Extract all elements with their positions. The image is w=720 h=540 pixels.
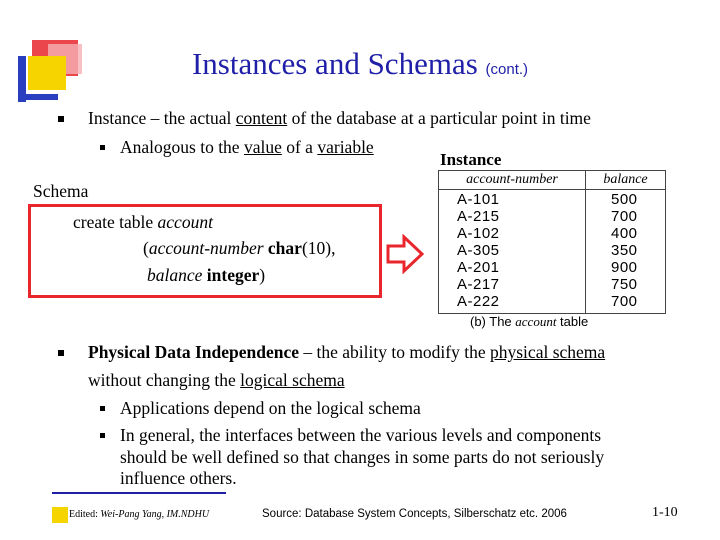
sub-bullet-marker: [100, 433, 105, 438]
bold-term: Physical Data Independence: [88, 342, 299, 362]
table-header-account-number: account-number: [439, 171, 586, 190]
cell-account: A-217: [457, 276, 500, 293]
bullet-text: Instance – the actual: [88, 108, 236, 128]
caption-text: (b) The: [470, 314, 516, 329]
identifier: account: [157, 212, 213, 232]
cell-balance: 350: [611, 242, 638, 259]
cell-balance: 900: [611, 259, 638, 276]
title-cont: (cont.): [485, 61, 529, 78]
cell-account: A-215: [457, 208, 500, 225]
sub-bullet-interfaces-3: influence others.: [120, 468, 237, 488]
keyword: create table: [73, 212, 158, 232]
instance-label: Instance: [440, 150, 502, 169]
identifier: account-number: [148, 238, 264, 258]
bullet-text: without changing the: [88, 370, 241, 390]
punctuation: (10),: [301, 238, 336, 258]
underlined-term: physical schema: [490, 342, 606, 362]
arrow-icon: [386, 234, 426, 274]
sub-bullet-interfaces-1: In general, the interfaces between the various levels and components: [120, 425, 602, 445]
sub-bullet-marker: [100, 406, 105, 411]
cell-balance: 400: [611, 225, 638, 242]
punctuation: ): [259, 265, 266, 285]
table-caption: [470, 314, 588, 330]
footer-source: Source: Database System Concepts, Silberschatz etc. 2006: [262, 508, 567, 520]
keyword: integer: [202, 265, 260, 285]
table-header-balance: balance: [586, 171, 665, 190]
underlined-term: logical schema: [240, 370, 345, 390]
slide-title: [0, 46, 720, 82]
cell-account: A-305: [457, 242, 500, 259]
punctuation: (: [143, 238, 149, 258]
footer-edited: [69, 509, 209, 520]
bullet-text: – the ability to modify the: [298, 342, 490, 362]
sub-bullet-marker: [100, 145, 105, 150]
schema-line-3: [147, 264, 265, 286]
bullet-text: Analogous to the: [120, 137, 244, 157]
underlined-term: content: [235, 108, 288, 128]
account-table: [438, 170, 666, 314]
underlined-term: value: [243, 137, 282, 157]
cell-balance: 750: [611, 276, 638, 293]
cell-account: A-101: [457, 191, 500, 208]
caption-italic: account: [515, 314, 557, 329]
footer-yellow-mark: [52, 507, 68, 523]
bullet-marker: [58, 116, 64, 122]
bullet-marker: [58, 350, 64, 356]
page-number: 1-10: [652, 505, 678, 520]
bullet-text: of a: [281, 137, 318, 157]
schema-line-2: [143, 237, 335, 259]
cell-account: A-222: [457, 293, 500, 310]
footer-edited-label: Edited:: [69, 509, 101, 520]
schema-line-1: [73, 211, 213, 233]
cell-account: A-102: [457, 225, 500, 242]
cell-balance: 700: [611, 208, 638, 225]
bullet-instance: [88, 107, 591, 129]
column-divider: [585, 189, 586, 313]
cell-account: A-201: [457, 259, 500, 276]
identifier: balance: [147, 265, 203, 285]
sub-bullet-analogous: [120, 136, 374, 158]
underlined-term: variable: [317, 137, 374, 157]
keyword: char: [263, 238, 302, 258]
bullet-physical-independence: [88, 341, 605, 363]
cell-balance: 700: [611, 293, 638, 310]
sub-bullet-interfaces-2: should be well defined so that changes in some parts do not seriously: [120, 447, 605, 467]
logo-blue-bar-bottom: [18, 94, 58, 100]
sub-bullet-applications: Applications depend on the logical schema: [120, 398, 421, 418]
cell-balance: 500: [611, 191, 638, 208]
bullet-text: of the database at a particular point in time: [287, 108, 591, 128]
schema-label: Schema: [33, 181, 89, 201]
footer-rule: [52, 492, 226, 494]
bullet-physical-line2: [88, 369, 345, 391]
footer-author: Wei-Pang Yang, IM.NDHU: [100, 509, 210, 520]
title-main: Instances and Schemas: [191, 46, 478, 81]
caption-text: table: [556, 314, 589, 329]
